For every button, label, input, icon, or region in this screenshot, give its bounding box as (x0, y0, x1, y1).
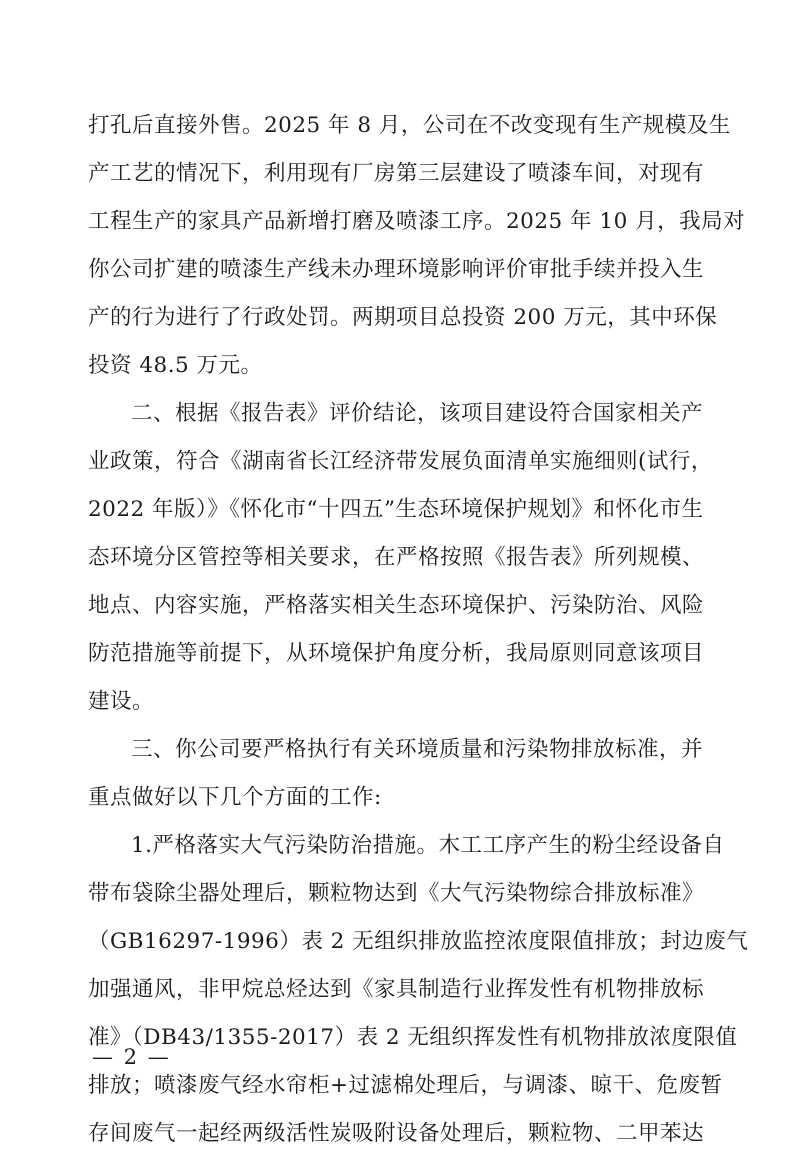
text-line: 建设。 (88, 689, 155, 714)
paragraph-start-line: 三、你公司要严格执行有关环境质量和污染物排放标准，并 (131, 737, 704, 762)
text-line: 带布袋除尘器处理后，颗粒物达到《大气污染物综合排放标准》 (88, 881, 705, 906)
text-line: 产的行为进行了行政处罚。两期项目总投资 200 万元，其中环保 (88, 305, 718, 330)
text-line: 加强通风，非甲烷总烃达到《家具制造行业挥发性有机物排放标 (88, 977, 705, 1002)
text-line: 你公司扩建的喷漆生产线未办理环境影响评价审批手续并投入生 (88, 257, 705, 282)
page-number: — 2 — (92, 1045, 171, 1069)
text-line: 工程生产的家具产品新增打磨及喷漆工序。2025 年 10 月，我局对 (88, 209, 746, 234)
text-line: 2022 年版）》《怀化市“十四五”生态环境保护规划》和怀化市生 (88, 497, 704, 522)
text-line: 打孔后直接外售。2025 年 8 月，公司在不改变现有生产规模及生 (88, 113, 731, 138)
text-line: 态环境分区管控等相关要求，在严格按照《报告表》所列规模、 (88, 545, 705, 570)
text-line: 地点、内容实施，严格落实相关生态环境保护、污染防治、风险 (88, 593, 705, 618)
paragraph-start-line: 1.严格落实大气污染防治措施。木工工序产生的粉尘经设备自 (131, 833, 725, 858)
text-line: 排放；喷漆废气经水帘柜+过滤棉处理后，与调漆、晾干、危废暂 (88, 1073, 723, 1098)
document-body (88, 102, 749, 1158)
paragraph-start-line: 二、根据《报告表》评价结论，该项目建设符合国家相关产 (131, 401, 704, 426)
text-line: 防范措施等前提下，从环境保护角度分析，我局原则同意该项目 (88, 641, 705, 666)
text-line: 产工艺的情况下，利用现有厂房第三层建设了喷漆车间，对现有 (88, 161, 705, 186)
text-line: （GB16297-1996）表 2 无组织排放监控浓度限值排放；封边废气 (88, 929, 749, 954)
text-line: 业政策，符合《湖南省长江经济带发展负面清单实施细则(试行， (88, 449, 713, 474)
text-line: 重点做好以下几个方面的工作: (88, 785, 382, 810)
text-line: 准》（DB43/1355-2017）表 2 无组织挥发性有机物排放浓度限值 (88, 1025, 738, 1050)
text-line: 投资 48.5 万元。 (88, 353, 263, 378)
text-line: 存间废气一起经两级活性炭吸附设备处理后，颗粒物、二甲苯达 (88, 1121, 705, 1146)
